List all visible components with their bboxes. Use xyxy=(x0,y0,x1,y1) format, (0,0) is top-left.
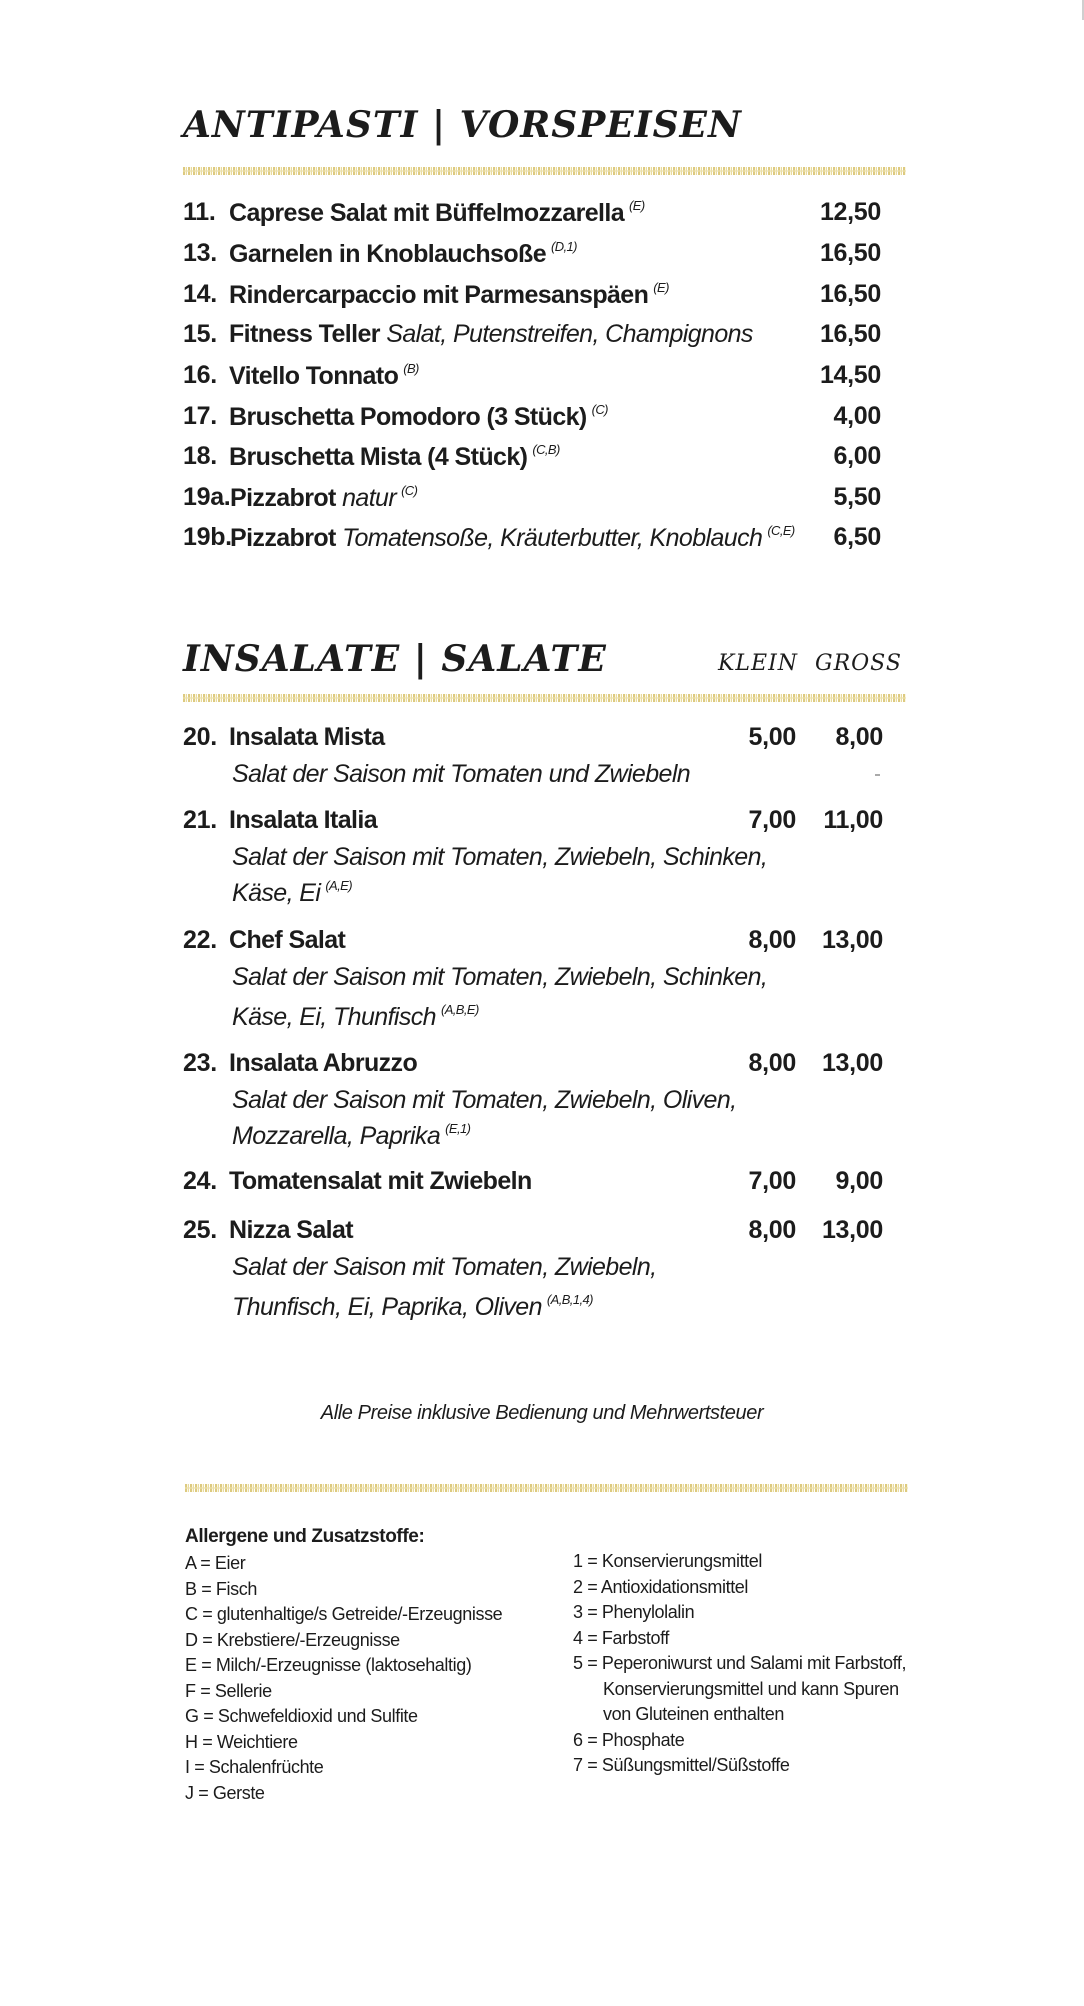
item-price-large: 8,00 xyxy=(835,723,883,751)
additive-entry: 4 = Farbstoff xyxy=(573,1627,670,1648)
menu-item-19b xyxy=(183,523,1084,563)
item-description: Tomatensoße, Kräuterbutter, Knoblauch xyxy=(342,524,763,552)
allergen-entry: C = glutenhaltige/s Getreide/-Erzeugnisse xyxy=(185,1604,503,1624)
menu-item-19a xyxy=(183,483,1084,523)
item-price-small: 7,00 xyxy=(748,1167,796,1195)
item-number: 21. xyxy=(183,806,217,834)
menu-item-20 xyxy=(183,723,1084,763)
item-price-large: 13,00 xyxy=(821,1216,883,1244)
menu-item-15 xyxy=(183,320,1084,360)
item-price: 16,50 xyxy=(819,280,881,308)
item-name: Insalata Abruzzo xyxy=(229,1049,418,1077)
menu-item-17 xyxy=(183,402,1084,442)
item-price-large: 13,00 xyxy=(821,1049,883,1077)
menu-item-16 xyxy=(183,361,1084,401)
item-number: 11. xyxy=(183,198,216,226)
item-allergens: (A,B,E) xyxy=(440,1002,479,1017)
item-price: 14,50 xyxy=(819,361,881,389)
additive-entry: 6 = Phosphate xyxy=(573,1729,685,1750)
item-name: Rindercarpaccio mit Parmesanspäen $^{(E)}$ xyxy=(229,280,669,309)
item-description: Mozzarella, Paprika $^{(E,1)}$ xyxy=(232,1121,471,1150)
item-price-large: 9,00 xyxy=(835,1167,883,1195)
item-number: 22. xyxy=(183,926,217,954)
item-name: Vitello Tonnato $^{(B)}$ xyxy=(229,361,419,390)
section-divider xyxy=(183,167,906,175)
item-description: Salat der Saison mit Tomaten, Zwiebeln, Schinken, xyxy=(232,843,768,871)
menu-item-11 xyxy=(183,198,1084,238)
item-name: Fitness Teller Salat, Putenstreifen, Champignons xyxy=(229,320,753,348)
allergen-legend-title: Allergene und Zusatzstoffe: xyxy=(185,1526,425,1547)
allergen-entry: G = Schwefeldioxid und Sulfite xyxy=(185,1706,418,1726)
item-name: Insalata Mista xyxy=(229,723,385,751)
allergen-entry: F = Sellerie xyxy=(185,1680,272,1701)
item-price: 5,50 xyxy=(833,483,881,511)
item-allergens: (C,E) xyxy=(767,523,795,538)
menu-item-23 xyxy=(183,1049,1084,1089)
item-description: Thunfisch, Ei, Paprika, Oliven $^{(A,B,1,4)}$ xyxy=(232,1292,593,1321)
stray-mark xyxy=(875,774,880,776)
item-price-small: 7,00 xyxy=(748,806,796,834)
additive-entry: 1 = Konservierungsmittel xyxy=(573,1551,762,1571)
item-number: 16. xyxy=(183,361,217,389)
additive-entry: 5 = Peperoniwurst und Salami mit Farbstoff, xyxy=(573,1653,907,1673)
item-description: Käse, Ei $^{(A,E)}$ xyxy=(232,878,352,907)
allergen-entry: I = Schalenfrüchte xyxy=(185,1757,324,1777)
item-allergens: (E) xyxy=(653,280,669,295)
additive-entry-continued: von Gluteinen enthalten xyxy=(603,1704,784,1724)
item-allergens: (C) xyxy=(591,402,608,417)
allergen-entry: B = Fisch xyxy=(185,1578,257,1599)
section-divider xyxy=(183,694,906,702)
item-name: Bruschetta Mista (4 Stück) $^{(C,B)}$ xyxy=(229,442,560,471)
menu-item-13 xyxy=(183,239,1084,279)
additive-entry: 2 = Antioxidationsmittel xyxy=(573,1576,749,1597)
allergen-entry: A = Eier xyxy=(185,1553,246,1573)
item-name: Nizza Salat xyxy=(229,1216,354,1244)
item-price: 16,50 xyxy=(819,320,881,348)
price-footnote: Alle Preise inklusive Bedienung und Mehrwertsteuer xyxy=(320,1402,764,1424)
section-title-insalate: INSALATE | SALATE xyxy=(183,638,607,680)
item-name: Tomatensalat mit Zwiebeln xyxy=(229,1167,532,1195)
additive-number-list xyxy=(573,1549,906,1779)
item-description: Salat der Saison mit Tomaten, Zwiebeln, xyxy=(232,1253,657,1281)
allergen-entry: E = Milch/-Erzeugnisse (laktosehaltig) xyxy=(185,1655,472,1675)
additive-entry: 7 = Süßungsmittel/Süßstoffe xyxy=(573,1755,790,1775)
item-allergens: (C,B) xyxy=(532,442,560,457)
item-price: 12,50 xyxy=(819,198,881,226)
item-number: 18. xyxy=(183,442,217,470)
item-name: Bruschetta Pomodoro (3 Stück) $^{(C)}$ xyxy=(229,402,608,431)
item-number: 15. xyxy=(183,320,217,348)
item-number: 24. xyxy=(183,1167,217,1195)
item-name: Caprese Salat mit Büffelmozzarella $^{(E)}$ xyxy=(229,198,645,227)
menu-item-22 xyxy=(183,926,1084,966)
item-price-small: 8,00 xyxy=(748,1216,796,1244)
item-number: 20. xyxy=(183,723,217,751)
item-description: Salat der Saison mit Tomaten, Zwiebeln, Oliven, xyxy=(232,1086,737,1114)
item-name: Chef Salat xyxy=(229,926,346,954)
item-description: Salat der Saison mit Tomaten und Zwiebeln xyxy=(232,760,691,788)
column-label-klein: KLEIN xyxy=(718,651,799,676)
item-price-large: 11,00 xyxy=(823,806,883,834)
menu-item-14 xyxy=(183,280,1084,320)
item-number: 19b. xyxy=(183,523,232,551)
item-number: 23. xyxy=(183,1049,217,1077)
item-allergens: (E,1) xyxy=(445,1121,471,1136)
section-title-antipasti: ANTIPASTI | VORSPEISEN xyxy=(183,104,742,146)
allergen-letter-list xyxy=(185,1551,502,1806)
item-number: 17. xyxy=(183,402,217,430)
item-allergens: (D,1) xyxy=(551,239,577,254)
item-number: 14. xyxy=(183,280,217,308)
allergen-entry: H = Weichtiere xyxy=(185,1731,298,1752)
menu-item-21 xyxy=(183,806,1084,846)
item-name: Garnelen in Knoblauchsoße $^{(D,1)}$ xyxy=(229,239,577,268)
item-number: 25. xyxy=(183,1216,217,1244)
section-divider xyxy=(185,1484,908,1492)
item-name: Insalata Italia xyxy=(229,806,378,834)
item-name: Pizzabrot Tomatensoße, Kräuterbutter, Knoblauch $^{(C,E)}$ xyxy=(230,523,795,552)
item-price: 6,50 xyxy=(833,523,881,551)
allergen-entry: J = Gerste xyxy=(185,1782,265,1803)
column-label-gross: GROSS xyxy=(815,651,902,676)
allergen-entry: D = Krebstiere/-Erzeugnisse xyxy=(185,1629,400,1650)
menu-item-25 xyxy=(183,1216,1084,1256)
item-allergens: (A,B,1,4) xyxy=(546,1292,593,1307)
menu-item-18 xyxy=(183,442,1084,482)
item-number: 13. xyxy=(183,239,217,267)
item-price: 6,00 xyxy=(833,442,881,470)
item-description: Salat, Putenstreifen, Champignons xyxy=(386,320,753,348)
menu-item-24 xyxy=(183,1167,1084,1207)
item-name: Pizzabrot natur $^{(C)}$ xyxy=(230,483,418,512)
item-allergens: (C) xyxy=(401,483,418,498)
item-allergens: (E) xyxy=(629,198,645,213)
item-allergens: (A,E) xyxy=(325,878,352,893)
item-description: natur xyxy=(342,484,397,512)
item-price-small: 8,00 xyxy=(748,926,796,954)
additive-entry-continued: Konservierungsmittel und kann Spuren xyxy=(603,1678,899,1699)
additive-entry: 3 = Phenylolalin xyxy=(573,1602,695,1622)
item-price-small: 5,00 xyxy=(748,723,796,751)
item-price-large: 13,00 xyxy=(821,926,883,954)
item-number: 19a. xyxy=(183,483,231,511)
item-description: Salat der Saison mit Tomaten, Zwiebeln, Schinken, xyxy=(232,963,768,991)
item-price: 16,50 xyxy=(819,239,881,267)
item-price-small: 8,00 xyxy=(748,1049,796,1077)
item-price: 4,00 xyxy=(833,402,881,430)
item-allergens: (B) xyxy=(403,361,419,376)
item-description: Käse, Ei, Thunfisch $^{(A,B,E)}$ xyxy=(232,1002,479,1031)
